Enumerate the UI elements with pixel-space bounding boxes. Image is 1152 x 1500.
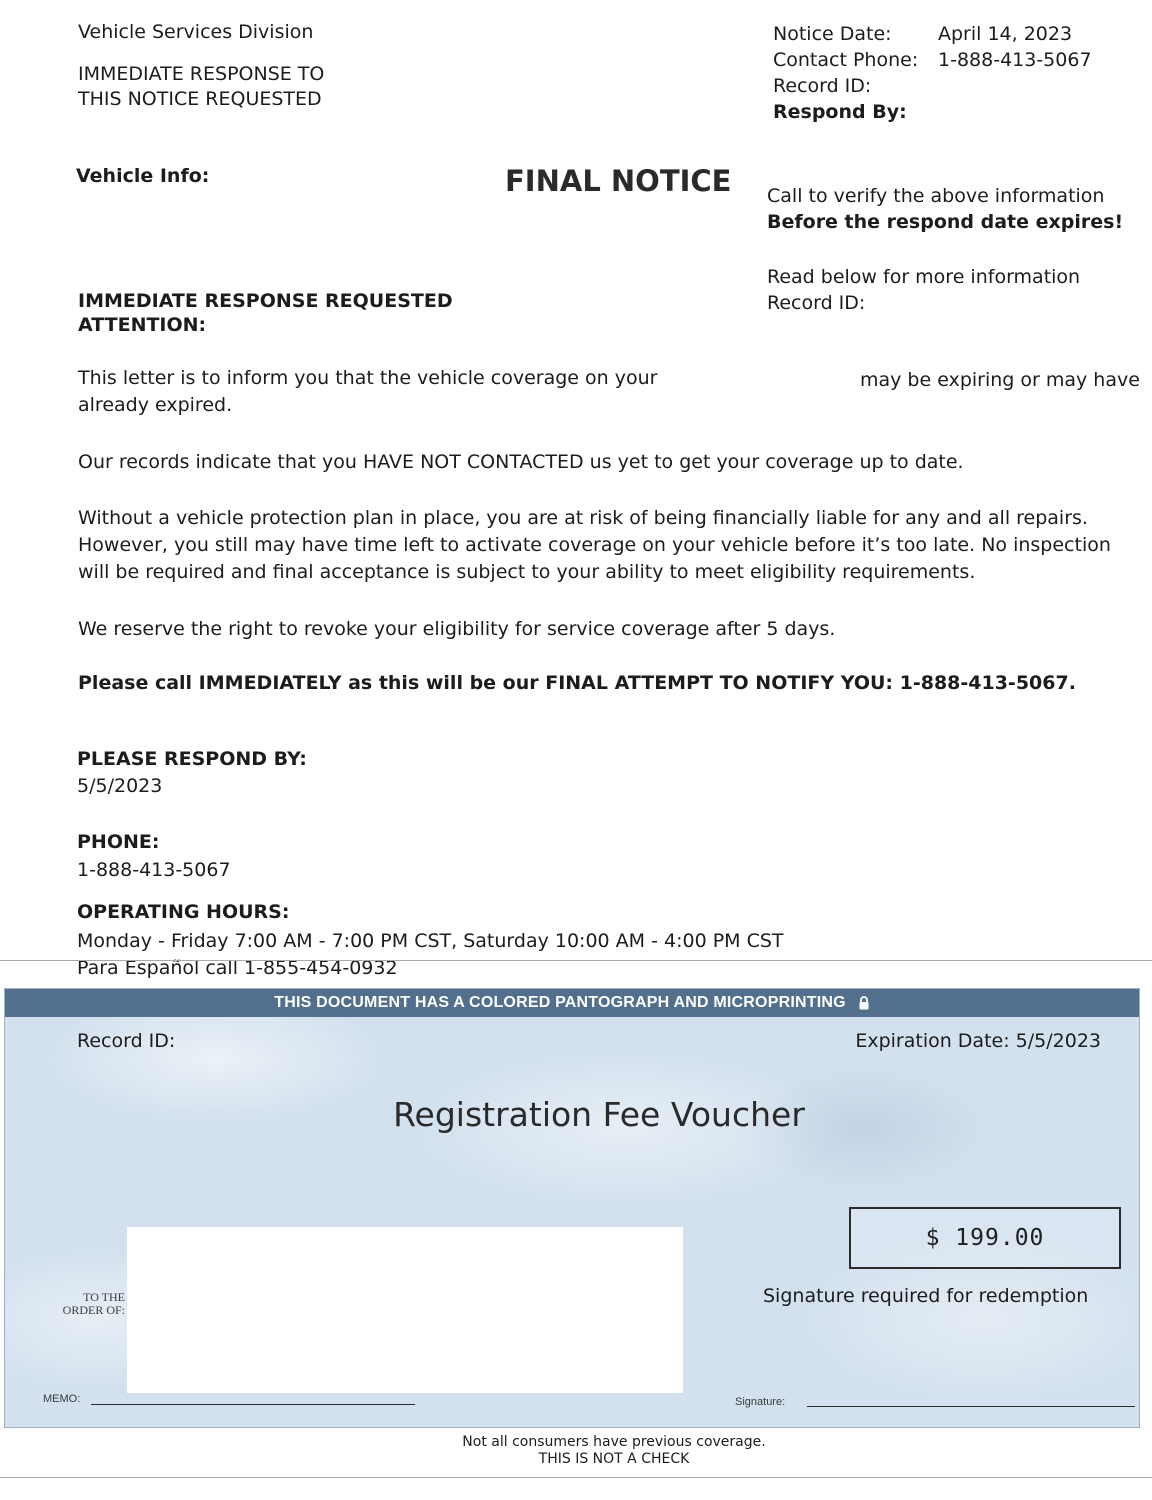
operating-hours: Monday - Friday 7:00 AM - 7:00 PM CST, Saturday 10:00 AM - 4:00 PM CST — [77, 930, 784, 952]
paragraph-4: We reserve the right to revoke your eligibility for service coverage after 5 days. — [78, 618, 836, 640]
voucher-record-id-label: Record ID: — [77, 1030, 176, 1052]
bottom-perforation-line — [0, 1477, 1152, 1478]
page-title: FINAL NOTICE — [505, 164, 732, 198]
contact-phone-label: Contact Phone: — [773, 49, 919, 71]
notice-date-row — [773, 21, 1092, 47]
read-below-record-id: Record ID: — [767, 292, 866, 314]
fee-voucher — [4, 988, 1140, 1428]
paragraph-1-part-2: may be expiring or may have — [860, 369, 1140, 391]
amount-value: $ 199.00 — [925, 1225, 1045, 1251]
verify-line-1: Call to verify the above information — [767, 185, 1105, 207]
signature-label: Signature: — [735, 1396, 786, 1408]
payee-redaction-box — [127, 1227, 683, 1393]
security-banner — [5, 989, 1139, 1017]
security-banner-text: THIS DOCUMENT HAS A COLORED PANTOGRAPH AND MICROPRINTING — [274, 994, 846, 1011]
attention-line-1: IMMEDIATE RESPONSE REQUESTED — [78, 290, 453, 312]
paragraph-5-call-now: Please call IMMEDIATELY as this will be our FINAL ATTEMPT TO NOTIFY YOU: 1-888-413-5067. — [78, 672, 1076, 694]
contact-phone-row — [773, 47, 1092, 73]
verify-line-2: Before the respond date expires! — [767, 211, 1124, 233]
lock-icon — [858, 996, 870, 1010]
respond-by-heading: PLEASE RESPOND BY: — [77, 748, 307, 770]
memo-label: MEMO: — [43, 1393, 81, 1405]
voucher-expiration-date: Expiration Date: 5/5/2023 — [855, 1030, 1101, 1052]
footer-line-2: THIS IS NOT A CHECK — [538, 1451, 690, 1467]
operating-hours-heading: OPERATING HOURS: — [77, 901, 290, 923]
notice-details — [773, 21, 1092, 125]
pay-to-order-label: TO THE ORDER OF: — [62, 1290, 125, 1317]
perforation-line — [0, 960, 1152, 961]
notice-date-label: Notice Date: — [773, 23, 892, 45]
paragraph-1-part-3: already expired. — [78, 394, 233, 416]
paragraph-2: Our records indicate that you HAVE NOT CONTACTED us yet to get your coverage up to date. — [78, 451, 964, 473]
contact-phone-value: 1-888-413-5067 — [938, 49, 1092, 71]
amount-box — [849, 1207, 1121, 1269]
phone-number: 1-888-413-5067 — [77, 859, 231, 881]
read-below-line-1: Read below for more information — [767, 266, 1081, 288]
footer-disclaimer — [0, 1434, 1152, 1468]
paragraph-1-part-1: This letter is to inform you that the vehicle coverage on your — [78, 367, 658, 389]
organization-name: Vehicle Services Division — [78, 21, 314, 43]
signature-required-note: Signature required for redemption — [763, 1285, 1089, 1307]
record-id-label: Record ID: — [773, 75, 872, 97]
footer-line-1: Not all consumers have previous coverage. — [462, 1434, 766, 1450]
record-id-row — [773, 73, 1092, 99]
attention-line-2: ATTENTION: — [78, 314, 207, 336]
signature-line — [807, 1406, 1135, 1407]
attention-heading — [78, 289, 453, 337]
spanish-line: Para Español call 1-855-454-0932 — [77, 957, 398, 979]
paragraph-3: Without a vehicle protection plan in place, you are at risk of being financially liable for any and all repairs. However, you still may have time left to activate coverage on your vehicle before it’s too late. No inspection will be required and final acceptance is subject to your ability to meet eligibility requirements. — [78, 507, 1111, 583]
read-below-callout — [767, 264, 1080, 316]
notice-date-value: April 14, 2023 — [938, 23, 1073, 45]
memo-line — [91, 1404, 415, 1405]
phone-heading: PHONE: — [77, 831, 160, 853]
verify-callout — [767, 183, 1123, 235]
respond-by-label: Respond By: — [773, 101, 907, 123]
voucher-title: Registration Fee Voucher — [393, 1095, 805, 1134]
respond-by-row — [773, 99, 1092, 125]
immediate-response-notice: IMMEDIATE RESPONSE TO THIS NOTICE REQUESTED — [78, 63, 325, 110]
vehicle-info-label: Vehicle Info: — [76, 165, 210, 187]
respond-by-date: 5/5/2023 — [77, 775, 163, 797]
